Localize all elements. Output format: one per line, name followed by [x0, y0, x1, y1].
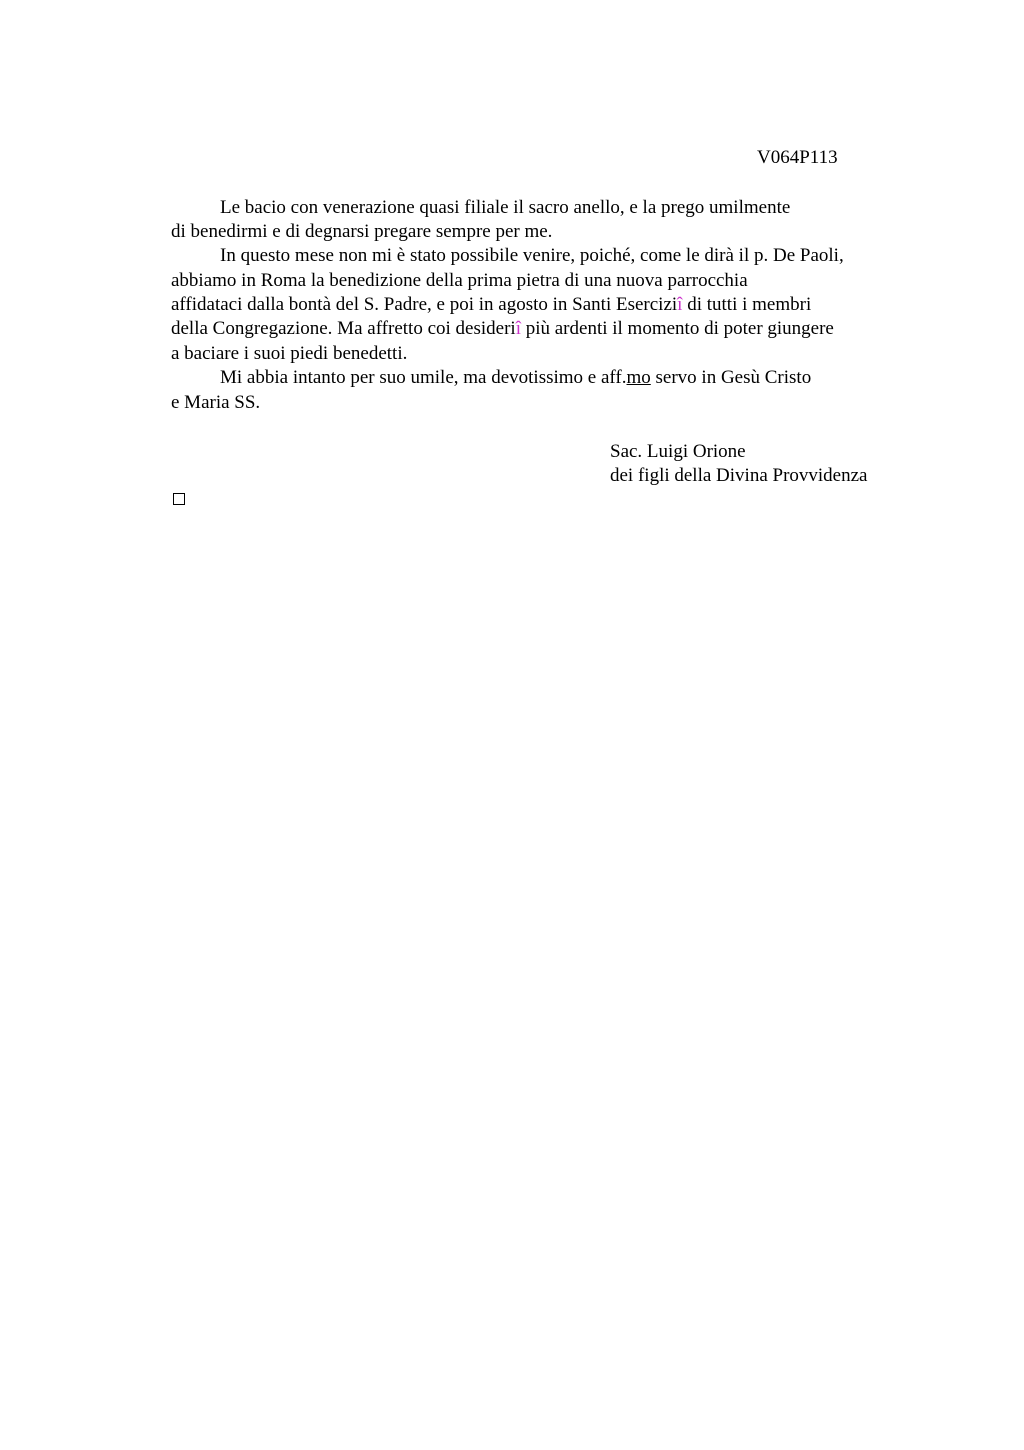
- paragraph-2-line-3: [171, 293, 811, 317]
- page-reference: V064P113: [757, 147, 838, 168]
- signature-title: dei figli della Divina Provvidenza: [610, 465, 868, 486]
- paragraph-3-line-2: e Maria SS.: [171, 392, 261, 413]
- paragraph-1-line-2: di benedirmi e di degnarsi pregare sempre per me.: [171, 221, 553, 242]
- text-segment: della Congregazione. Ma affretto coi desideri: [171, 318, 516, 339]
- text-segment: affidataci dalla bontà del S. Padre, e poi in agosto in Santi Esercizi: [171, 294, 678, 315]
- end-box-marker: [173, 493, 185, 505]
- accent-marker: î: [677, 294, 683, 315]
- text-segment: Mi abbia intanto per suo umile, ma devotissimo e aff.: [220, 367, 627, 388]
- paragraph-2-line-5: a baciare i suoi piedi benedetti.: [171, 343, 408, 364]
- text-segment: servo in Gesù Cristo: [650, 367, 812, 388]
- signature-name: Sac. Luigi Orione: [610, 441, 746, 462]
- paragraph-1-line-1: Le bacio con venerazione quasi filiale il sacro anello, e la prego umilmente: [220, 197, 791, 218]
- paragraph-2-line-1: In questo mese non mi è stato possibile venire, poiché, come le dirà il p. De Paoli,: [220, 245, 844, 266]
- paragraph-3-line-1: [220, 366, 811, 390]
- underlined-abbreviation: mo: [626, 367, 651, 388]
- accent-marker: î: [515, 318, 521, 339]
- text-segment: di tutti i membri: [682, 294, 812, 315]
- paragraph-2-line-4: [171, 317, 834, 341]
- paragraph-2-line-2: abbiamo in Roma la benedizione della prima pietra di una nuova parrocchia: [171, 270, 748, 291]
- text-segment: più ardenti il momento di poter giungere: [520, 318, 834, 339]
